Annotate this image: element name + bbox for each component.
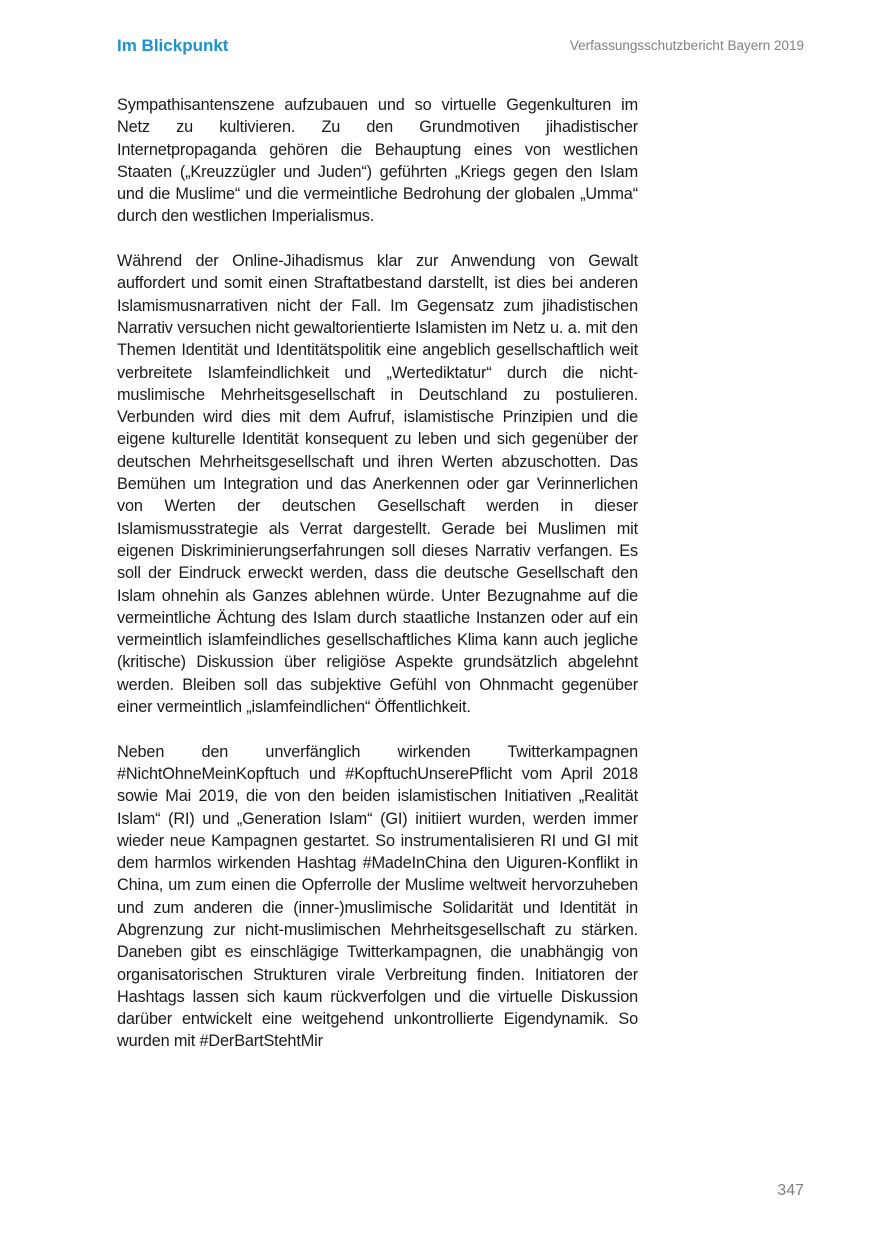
body-text — [117, 94, 638, 1075]
paragraph: Sympathisantenszene aufzubauen und so virtuelle Gegenkulturen im Netz zu kultivieren. Zu den Grundmotiven jihadistischer Internetpropaganda gehören die Behauptung eines von westlichen Staaten („Kreuzzügler und Juden“) geführten „Kriegs gegen den Islam und die Muslime“ und die vermeintliche Bedrohung der globalen „Umma“ durch den westlichen Imperialismus. — [117, 96, 638, 226]
paragraph: Neben den unverfänglich wirkenden Twitterkampagnen #NichtOhneMeinKopftuch und #KopftuchUnserePflicht vom April 2018 sowie Mai 2019, die von den beiden islamistischen Initiativen „Realität Islam“ (RI) und „Generation Islam“ (GI) initiiert wurden, werden immer wieder neue Kampagnen gestartet. So instrumentalisieren RI und GI mit dem harmlos wirkenden Hashtag #MadeInChina den Uiguren-Konflikt in China, um zum einen die Opferrolle der Muslime weltweit hervorzuheben und zum anderen die (inner-)muslimische Solidarität und Identität in Abgrenzung zur nicht-muslimischen Mehrheitsgesellschaft zu stärken. Daneben gibt es einschlägige Twitterkampagnen, die unabhängig von organisatorischen Strukturen virale Verbreitung finden. Initiatoren der Hashtags lassen sich kaum rückverfolgen und die virtuelle Diskussion darüber entwickelt eine weitgehend unkontrollierte Eigendynamik. So wurden mit #DerBartStehtMir — [117, 742, 638, 1051]
document-title: Verfassungsschutzbericht Bayern 2019 — [569, 38, 804, 53]
section-title: Im Blickpunkt — [117, 36, 229, 55]
page-number: 347 — [777, 1182, 804, 1199]
paragraph: Während der Online-Jihadismus klar zur Anwendung von Gewalt auffordert und somit einen Straftatbestand darstellt, ist dies bei anderen Islamismusnarrativen nicht der Fall. Im Gegensatz zum jihadistischen Narrativ versuchen nicht gewaltorientierte Islamisten im Netz u. a. mit den Themen Identität und Identitätspolitik eine angeblich gesellschaftlich weit verbreitete Islamfeindlichkeit und „Wertediktatur“ durch die nicht-muslimische Mehrheitsgesellschaft in Deutschland zu postulieren. Verbunden wird dies mit dem Aufruf, islamistische Prinzipien und die eigene kulturelle Identität konsequent zu leben und sich gegenüber der deutschen Mehrheitsgesellschaft und ihren Werten abzuschotten. Das Bemühen um Integration und das Anerkennen oder gar Verinnerlichen von Werten der deutschen Gesellschaft werden in dieser Islamismusstrategie als Verrat dargestellt. Gerade bei Muslimen mit eigenen Diskriminierungserfahrungen soll dieses Narrativ verfangen. Es soll der Eindruck erweckt werden, dass die deutsche Gesellschaft den Islam ohnehin als Ganzes ablehnen würde. Unter Bezugnahme auf die vermeintliche Ächtung des Islam durch staatliche Instanzen oder auf ein vermeintlich islamfeindliches gesellschaftliches Klima kann auch jegliche (kritische) Diskussion über religiöse Aspekte grundsätzlich abgelehnt werden. Bleiben soll das subjektive Gefühl von Ohnmacht gegenüber einer vermeintlich „islamfeindlichen“ Öffentlichkeit. — [117, 252, 638, 717]
